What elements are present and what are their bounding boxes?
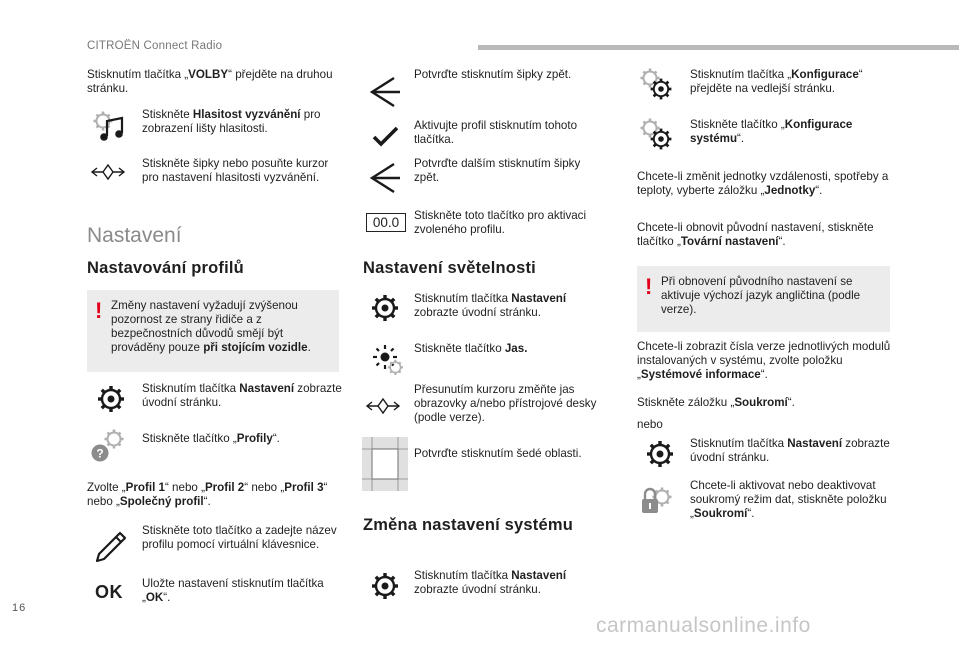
- watermark: carmanualsonline.info: [596, 614, 811, 637]
- configuration-instruction: Stisknutím tlačítka „Konfigurace“ přejděte na vedlejší stránku.: [690, 68, 863, 95]
- or-label: nebo: [637, 418, 663, 431]
- warning-icon: !: [95, 298, 103, 323]
- units-instruction: Chcete-li změnit jednotky vzdálenosti, spotřeby a teploty, vyberte záložku „Jednotky“.: [637, 170, 889, 197]
- pen-icon: [90, 527, 130, 567]
- back-arrow-icon: [364, 72, 404, 112]
- settings-instruction-2: Stisknutím tlačítka Nastavení zobrazte úvodní stránku.: [414, 292, 567, 319]
- settings-gear-icon: [640, 434, 680, 474]
- factory-reset-instruction: Chcete-li obnovit původní nastavení, stiskněte tlačítko „Tovární nastavení“.: [637, 221, 874, 248]
- configuration-icon: [638, 66, 678, 106]
- reset-value-icon: 00.0: [366, 213, 406, 232]
- profiles-instruction: Stiskněte tlačítko „Profily“.: [142, 432, 280, 445]
- settings-gear-icon: [365, 566, 405, 606]
- system-info-instruction: Chcete-li zobrazit čísla verze jednotlivých modulů instalovaných v systému, zvolte položku „Systémové informace“.: [637, 340, 891, 381]
- ring-volume-icon: [90, 108, 130, 148]
- slider-arrows-icon: [88, 152, 128, 192]
- warning-box-factory: [637, 266, 890, 332]
- check-instruction: Aktivujte profil stisknutím tohoto tlačítka.: [414, 119, 578, 146]
- ok-icon: OK: [95, 582, 123, 602]
- warning-text-profiles: Změny nastavení vyžadují zvýšenou pozornost ze strany řidiče a z bezpečnostních důvodů smějí být prováděny pouze při stojícím vozidle.: [111, 299, 311, 354]
- warning-text-factory: Při obnovení původního nastavení se aktivuje výchozí jazyk angličtina (podle verze).: [661, 275, 861, 316]
- settings-gear-icon: [91, 379, 131, 419]
- back-instruction-2: Potvrďte dalším stisknutím šipky zpět.: [414, 157, 581, 184]
- back-arrow-icon: [364, 158, 404, 198]
- profiles-icon: [88, 427, 128, 467]
- back-instruction-1: Potvrďte stisknutím šipky zpět.: [414, 68, 572, 81]
- settings-instruction-4: Stisknutím tlačítka Nastavení zobrazte úvodní stránku.: [690, 437, 890, 464]
- system-configuration-icon: [638, 116, 678, 156]
- ring-volume-instruction: Stiskněte Hlasitost vyzvánění pro zobrazení lišty hlasitosti.: [142, 108, 321, 135]
- brightness-instruction: Stiskněte tlačítko Jas.: [414, 342, 528, 355]
- section-title: Nastavení: [87, 224, 182, 247]
- settings-gear-icon: [365, 288, 405, 328]
- reset-instruction: Stiskněte toto tlačítko pro aktivaci zvoleného profilu.: [414, 209, 587, 236]
- pen-instruction: Stiskněte toto tlačítko a zadejte název profilu pomocí virtuální klávesnice.: [142, 524, 337, 551]
- heading-system: Změna nastavení systému: [363, 516, 574, 534]
- ok-instruction: Uložte nastavení stisknutím tlačítka „OK“.: [142, 577, 324, 604]
- choose-profile-instruction: Zvolte „Profil 1“ nebo „Profil 2“ nebo „Profil 3“ nebo „Společný profil“.: [87, 481, 328, 508]
- grey-area-icon: [362, 437, 408, 491]
- header-title: CITROËN Connect Radio: [87, 40, 223, 52]
- cursor-instruction: Přesunutím kurzoru změňte jas obrazovky a/nebo přístrojové desky (podle verze).: [414, 383, 597, 424]
- warning-box-profiles: [87, 290, 339, 372]
- page-number: 16: [12, 602, 27, 614]
- slider-arrows-icon: [363, 386, 403, 426]
- grey-area-instruction: Potvrďte stisknutím šedé oblasti.: [414, 447, 582, 460]
- volby-instruction: Stisknutím tlačítka „VOLBY“ přejděte na druhou stránku.: [87, 68, 333, 95]
- warning-icon: !: [645, 274, 653, 299]
- settings-instruction-1: Stisknutím tlačítka Nastavení zobrazte úvodní stránku.: [142, 382, 342, 409]
- private-mode-instruction: Chcete-li aktivovat nebo deaktivovat soukromý režim dat, stiskněte položku „Soukromí“.: [690, 479, 887, 520]
- header-bar: [478, 45, 959, 50]
- arrows-instruction: Stiskněte šipky nebo posuňte kurzor pro nastavení hlasitosti vyzvánění.: [142, 157, 329, 184]
- privacy-lock-icon: [638, 481, 678, 521]
- volby-button-label: VOLBY: [188, 68, 229, 81]
- system-configuration-instruction: Stiskněte tlačítko „Konfigurace systému“.: [690, 118, 853, 145]
- brightness-icon: [365, 337, 405, 377]
- settings-instruction-3: Stisknutím tlačítka Nastavení zobrazte úvodní stránku.: [414, 569, 567, 596]
- privacy-tab-instruction: Stiskněte záložku „Soukromí“.: [637, 396, 795, 409]
- checkmark-icon: [366, 116, 406, 156]
- svg-text:?: ?: [96, 446, 104, 461]
- heading-brightness: Nastavení světelnosti: [363, 259, 536, 277]
- heading-profiles: Nastavování profilů: [87, 259, 244, 277]
